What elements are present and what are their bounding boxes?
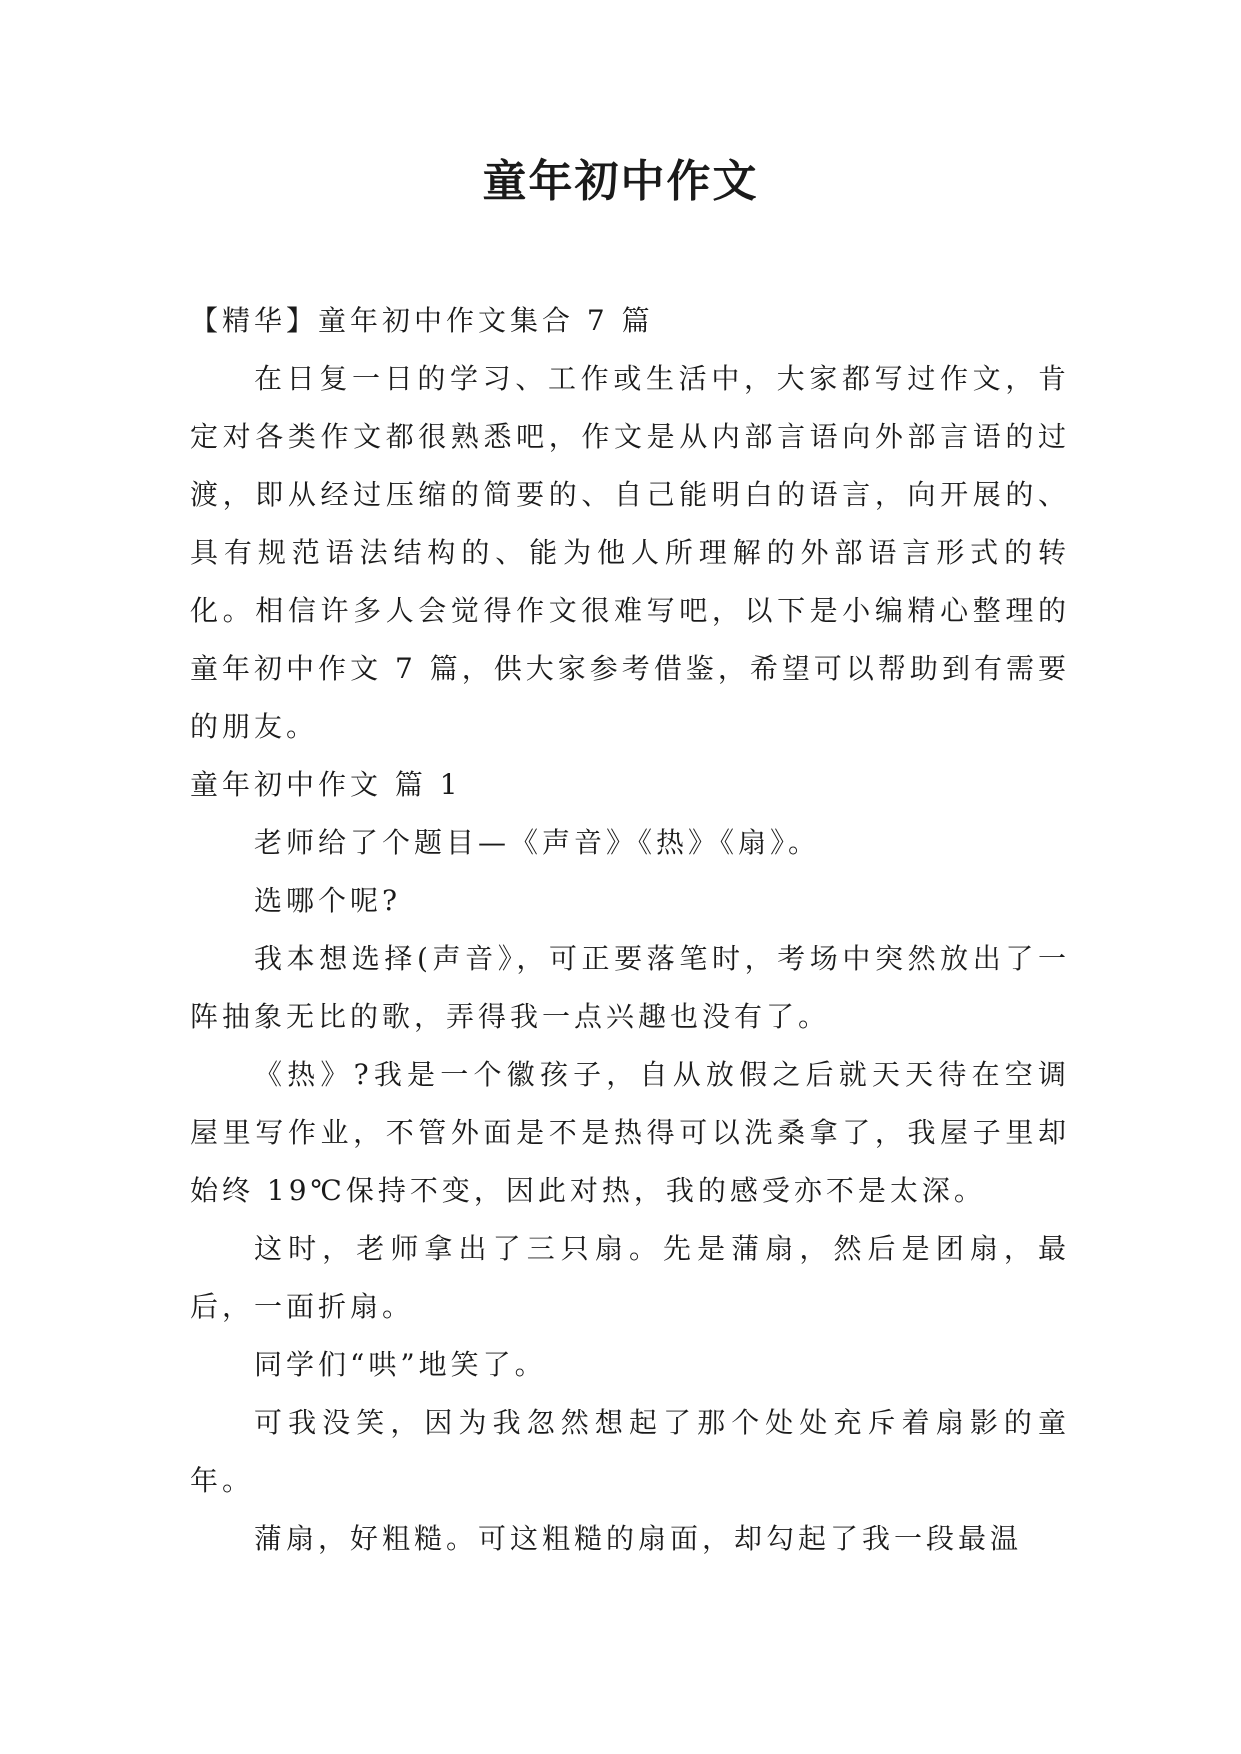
paragraph: 这时，老师拿出了三只扇。先是蒲扇，然后是团扇，最后，一面折扇。 bbox=[190, 1232, 1070, 1323]
section-heading: 童年初中作文 篇 1 bbox=[190, 768, 462, 801]
paragraph-subtitle: 【精华】童年初中作文集合 7 篇 bbox=[190, 304, 654, 337]
paragraph: 老师给了个题目—《声音》《热》《扇》。 bbox=[254, 826, 821, 859]
paragraph-intro: 在日复一日的学习、工作或生活中，大家都写过作文，肯定对各类作文都很熟悉吧，作文是从内部言语向外部言语的过渡，即从经过压缩的简要的、自己能明白的语言，向开展的、具有规范语法结构的、能为他人所理解的外部语言形式的转化。相信许多人会觉得作文很难写吧，以下是小编精心整理的童年初中作文 7 篇，供大家参考借鉴，希望可以帮助到有需要的朋友。 bbox=[190, 362, 1070, 743]
paragraph: 同学们“哄”地笑了。 bbox=[254, 1348, 547, 1381]
paragraph: 我本想选择(声音》，可正要落笔时，考场中突然放出了一阵抽象无比的歌，弄得我一点兴趣也没有了。 bbox=[190, 942, 1070, 1033]
paragraph: 选哪个呢? bbox=[254, 884, 402, 917]
document-body bbox=[190, 292, 1070, 1568]
paragraph: 蒲扇，好粗糙。可这粗糙的扇面，却勾起了我一段最温 bbox=[254, 1522, 1023, 1555]
paragraph: 可我没笑，因为我忽然想起了那个处处充斥着扇影的童年。 bbox=[190, 1406, 1070, 1497]
paragraph: 《热》?我是一个徽孩子，自从放假之后就天天待在空调屋里写作业，不管外面是不是热得可以洗桑拿了，我屋子里却始终 19℃保持不变，因此对热，我的感受亦不是太深。 bbox=[190, 1058, 1070, 1207]
document-title: 童年初中作文 bbox=[482, 156, 759, 207]
